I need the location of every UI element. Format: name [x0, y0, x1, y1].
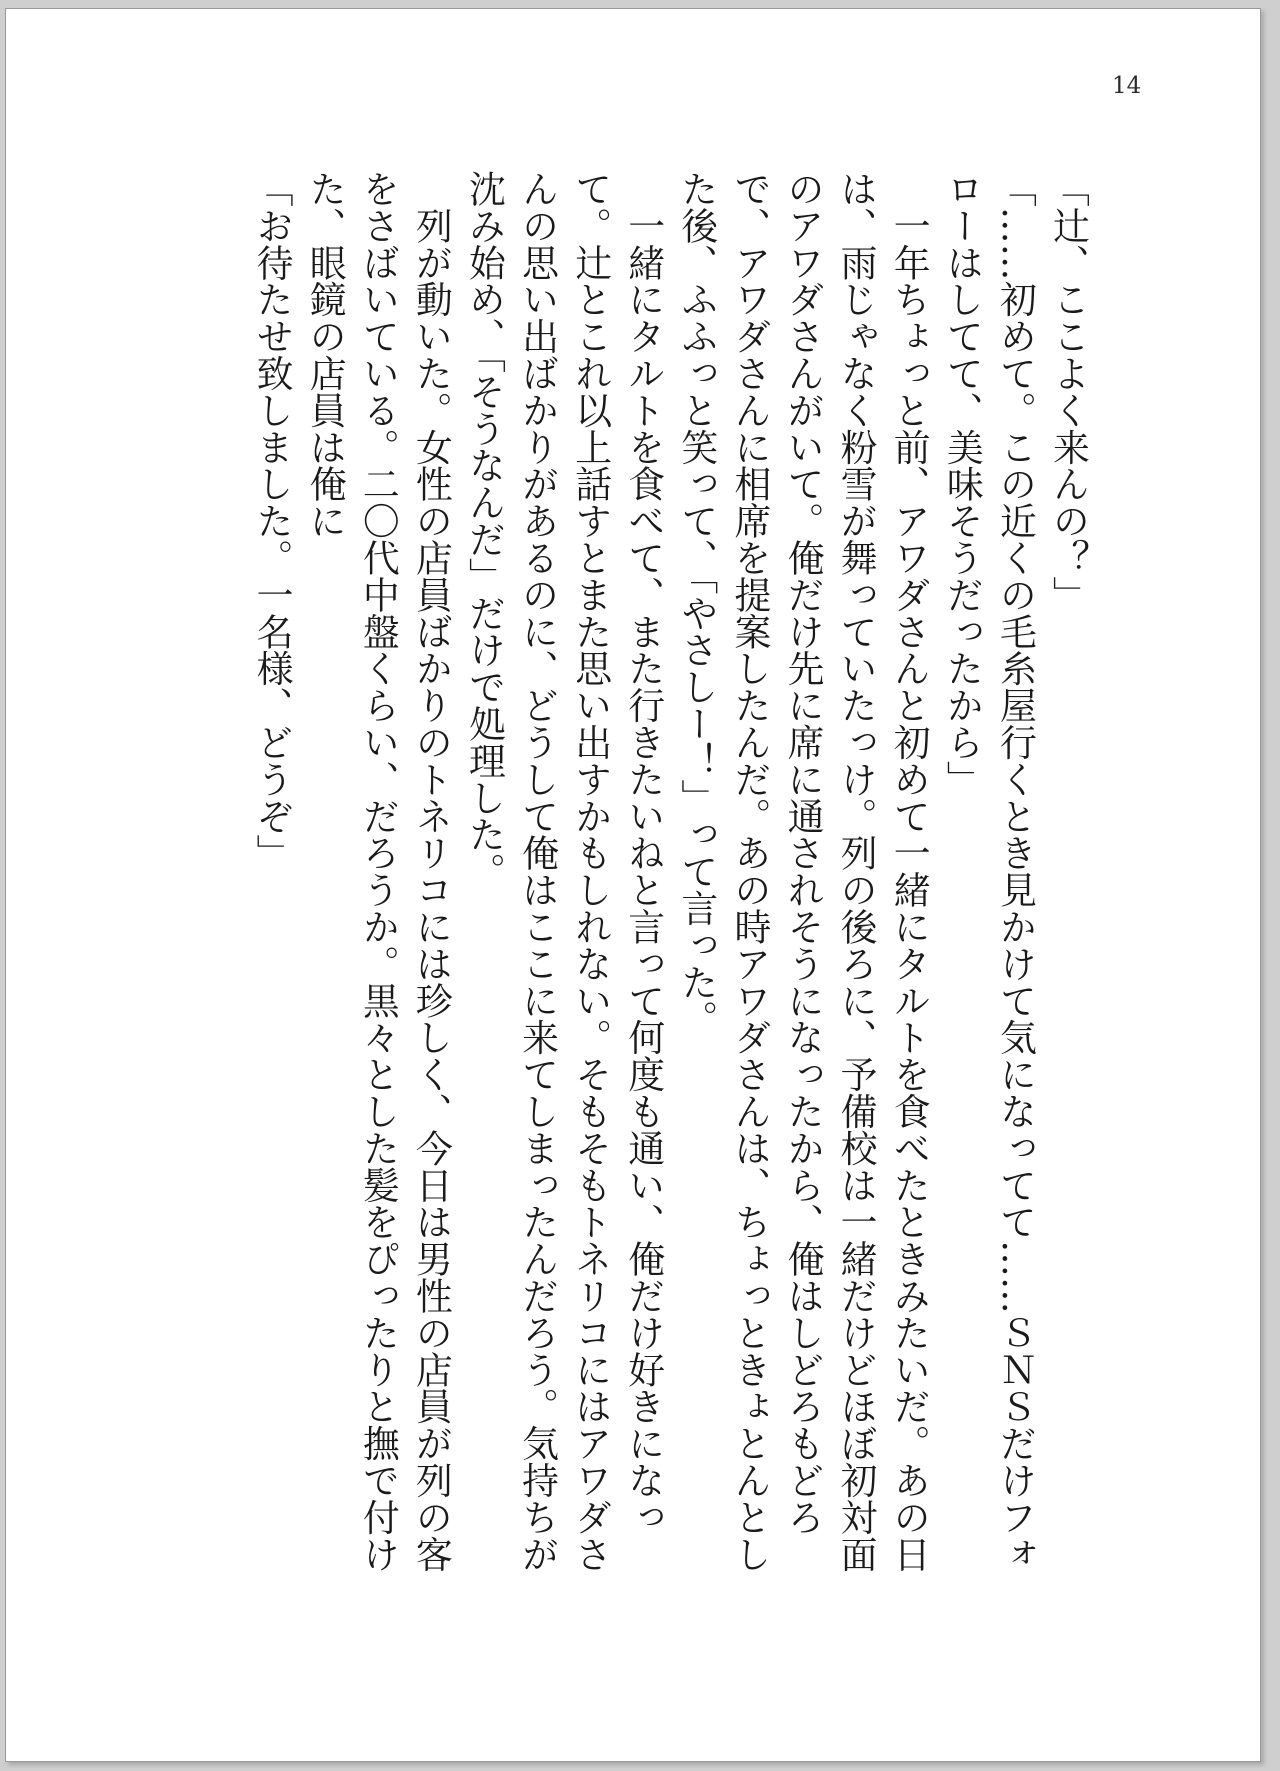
- text-line: は、雨じゃなく粉雪が舞っていたっけ。列の後ろに、予備校は一緒だけどほぼ初対面: [834, 170, 878, 1573]
- document-page: [5, 8, 1261, 1762]
- text-line: のアワダさんがいて。俺だけ先に席に通されそうになったから、俺はしどろもどろ: [781, 170, 825, 1536]
- text-line: 「……初めて。この近くの毛糸屋行くとき見かけて気になってて……ＳＮＳだけフォ: [993, 170, 1037, 1573]
- text-line: をさばいている。二〇代中盤くらい、だろうか。黒々とした髪をぴったりと撫で付け: [356, 170, 400, 1573]
- text-line: 「辻、ここよく来んの？」: [1047, 170, 1090, 613]
- text-line: で、アワダさんに相席を提案したんだ。あの時アワダさんは、ちょっときょとんとし: [728, 170, 772, 1573]
- text-line: 沈み始め、「そうなんだ」だけで処理した。: [462, 170, 506, 890]
- page-number: 14: [1112, 73, 1142, 99]
- text-line: ローはしてて、美味そうだったから」: [940, 170, 984, 798]
- text-line: た後、ふふっと笑って、「やさしー！」って言った。: [675, 170, 719, 1038]
- text-line: 一緒にタルトを食べて、また行きたいねと言って何度も通い、俺だけ好きになっ: [622, 170, 666, 1536]
- text-line: 列が動いた。女性の店員ばかりのトネリコには珍しく、今日は男性の店員が列の客: [409, 170, 453, 1573]
- text-line: 一年ちょっと前、アワダさんと初めて一緒にタルトを食べたときみたいだ。あの日: [887, 170, 931, 1573]
- body-text: [246, 170, 1096, 1575]
- text-line: んの思い出ばかりがあるのに、どうして俺はここに来てしまったんだろう。気持ちが: [516, 170, 560, 1573]
- text-line: て。辻とこれ以上話すとまた思い出すかもしれない。そもそもトネリコにはアワダさ: [569, 170, 613, 1573]
- text-line: た、眼鏡の店員は俺に: [303, 170, 347, 539]
- text-line: 「お待たせ致しました。一名様、どうぞ」: [250, 170, 294, 872]
